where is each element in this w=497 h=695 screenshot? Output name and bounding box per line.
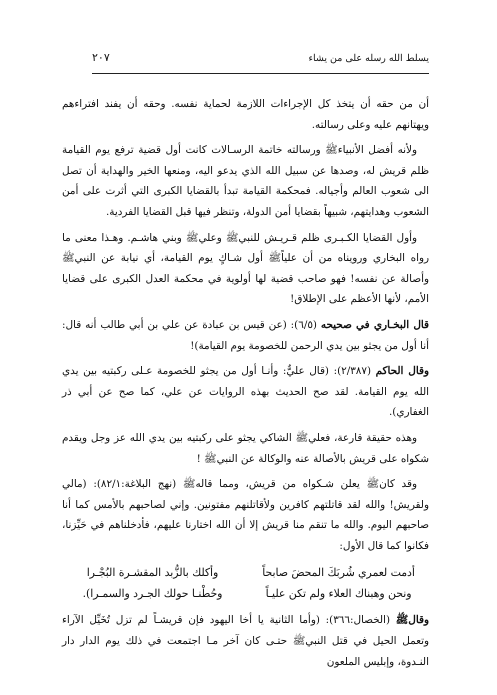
citation-lead: قال البخـاري في صحيحه: [320, 318, 430, 331]
citation-lead: وقالﷺ: [395, 614, 430, 627]
verse-hemistich-second: وحُطْنـا حولك الجـرد والسمـرا).: [82, 587, 223, 601]
paragraph: وقال الحاكم (٢/٣٨٧): (قال عليٌّ: وأنـا أول من يجثو للخصومة عـلى ركبتيه بين يدي الله يوم القيامة. لقد صح الحديث بهذه الروايات عن علي، كما صح عن أبي ذر الغفاري).: [62, 365, 429, 419]
running-header: [92, 51, 429, 64]
page-number: ٢٠٧: [92, 51, 110, 64]
paragraph: وقالﷺ (الخصال:٣٦٦): (وأما الثانية يا أخا اليهود فإن قريشـاً لم تزل تُخَيِّل الآراء وتعمل الحيل في قتل النبيﷺ حتـى كان آخر مـا اجتمعت في ذلك يوم الدار دار النـدوة، وإبليس الملعون: [62, 614, 430, 668]
poem-verse: [70, 583, 421, 604]
paragraph: قال البخـاري في صحيحه (٦/٥): (عن قيس بن عبادة عن علي بن أبي طالب أنه قال: أنا أول من يجثو بين يدي الرحمن للخصومة يوم القيامة)!: [62, 318, 430, 352]
paragraph: أن من حقه أن يتخذ كل الإجراءات اللازمة لحماية نفسه. وحقه أن يفند افتراءهم ويهتانهم عليه وعلى رسالته.: [62, 98, 429, 131]
page-body: [62, 94, 429, 677]
citation-lead: وقال الحاكم: [375, 365, 429, 378]
chapter-title: يسلط الله رسله على من يشاء: [308, 53, 429, 64]
paragraph: ولأنه أفضل الأنبياءﷺ ورسالته خاتمة الرسـالات كانت أول قضية ترفع يوم القيامة ظلم قريش له، وصدها عن سبيل الله الذي يدعو اليه، ومنعها الخير والهداية أن تصل الى شعوب العالم وأجياله. فمحكمة القيامة تبدأ بالقضايا الكبرى التي أثرت على أمن الشعوب وهدايتهم، شبيهاً بقضايا أمن الدولة، وتنظر فيها قبل القضايا الفردية.: [62, 144, 429, 218]
verse-hemistich-second: وأكلك بالزُّبد المقشـرة البُجْـرا: [86, 566, 219, 580]
verse-hemistich-first: ونحن وهبناك العلاء ولم تكن عليـاً: [265, 587, 412, 601]
poem-verse: [70, 562, 421, 583]
paragraph: وأول القضايا الكـبـرى ظلم قـريـش للنبيﷺ وعليﷺ وبني هاشـم. وهـذا معنى ما رواه البخاري ورويناه من أن علياًﷺ أول شـاكٍ يوم القيامة، أي نيابة عن النبيﷺ وأصالة عن نفسه! فهو صاحب قضية لها أولوية في محكمة العدل الكبرى على قضايا الأمم، لأنها الأعظم على الإطلاق!: [62, 231, 429, 306]
poem: [70, 562, 421, 604]
paragraph: وهذه حقيقة قارعة، فعليﷺ الشاكي يجثو على ركبتيه بين يدي الله عز وجل ويقدم شكواه على قريش بالأصالة عنه والوكالة عن النبيﷺ !: [62, 431, 429, 465]
verse-hemistich-first: أدمت لعمري شُربَكَ المحضَ صابحاً: [262, 566, 415, 580]
header-rule: [92, 73, 429, 74]
paragraph: وقد كانﷺ يعلن شـكواه من قريش، ومما قالهﷺ (نهج البلاغة:٨٢/١): (مالي ولقريش! والله لقد قاتلتهم كافرين ولأقاتلنهم مفتونين. وإني لصاحبهم بالأمس كما أنا صاحبهم اليوم. والله ما تنقم منا قريش إلا أن الله اختارنا عليهم، فأدخلناهم في حَيِّزنا، فكانوا كما قال الأول:: [62, 478, 429, 552]
